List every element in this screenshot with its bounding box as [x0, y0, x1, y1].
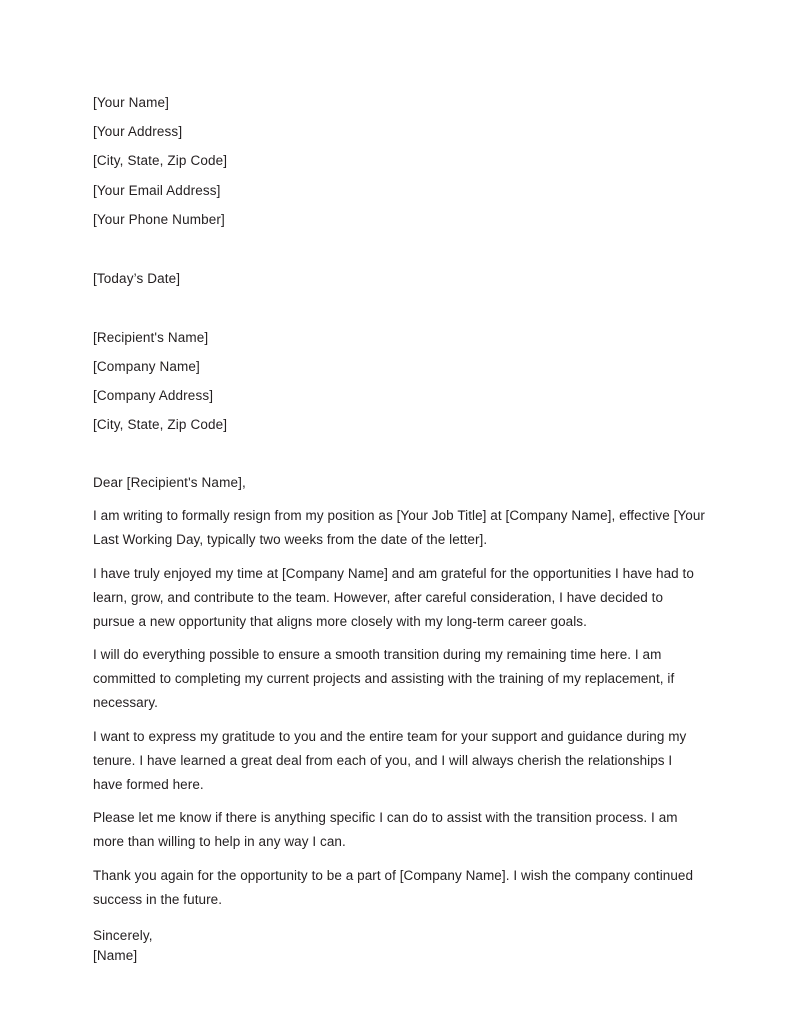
body-paragraph-3: I will do everything possible to ensure a smooth transition during my remaining time here. I am committed to completing my current projects and assisting with the training of my replacement, if necessary.: [93, 647, 675, 711]
spacer-before-date: [93, 228, 705, 270]
sender-phone: [Your Phone Number]: [93, 211, 225, 227]
body-paragraph-5: Please let me know if there is anything specific I can do to assist with the transition process. I am more than willing to help in any way I can.: [93, 810, 678, 850]
recipient-city-state-zip: [City, State, Zip Code]: [93, 417, 228, 433]
recipient-company: [Company Name]: [93, 358, 200, 374]
sender-address-block: [93, 94, 705, 228]
sender-city-state-zip: [City, State, Zip Code]: [93, 153, 228, 169]
recipient-address-block: [93, 329, 705, 434]
signature-name: [Name]: [93, 947, 138, 963]
letter-date: [Today’s Date]: [93, 270, 181, 286]
closing-salutation: Sincerely,: [93, 927, 153, 943]
body-paragraph-1: I am writing to formally resign from my position as [Your Job Title] at [Company Name], effective [Your Last Working Day, typically two weeks from the date of the letter].: [93, 508, 705, 548]
spacer-before-recipient: [93, 287, 705, 329]
closing-block: [93, 926, 705, 966]
sender-name: [Your Name]: [93, 95, 170, 110]
recipient-company-address: [Company Address]: [93, 388, 214, 404]
recipient-name: [Recipient's Name]: [93, 329, 209, 345]
sender-street-address: [Your Address]: [93, 124, 183, 140]
spacer-before-salutation: [93, 433, 705, 474]
letter-body: [93, 94, 705, 966]
sender-email: [Your Email Address]: [93, 182, 221, 198]
body-paragraph-2: I have truly enjoyed my time at [Company Name] and am grateful for the opportunities I have had to learn, grow, and contribute to the team. However, after careful consideration, I have decided to pursue a new opportunity that aligns more closely with my long-term career goals.: [93, 565, 694, 629]
salutation: Dear [Recipient's Name],: [93, 475, 246, 491]
body-paragraph-4: I want to express my gratitude to you and the entire team for your support and guidance during my tenure. I have learned a great deal from each of you, and I will always cherish the relationships I have formed here.: [93, 728, 687, 792]
date-block: [93, 270, 705, 287]
body-paragraph-6: Thank you again for the opportunity to be a part of [Company Name]. I wish the company continued success in the future.: [93, 867, 694, 907]
